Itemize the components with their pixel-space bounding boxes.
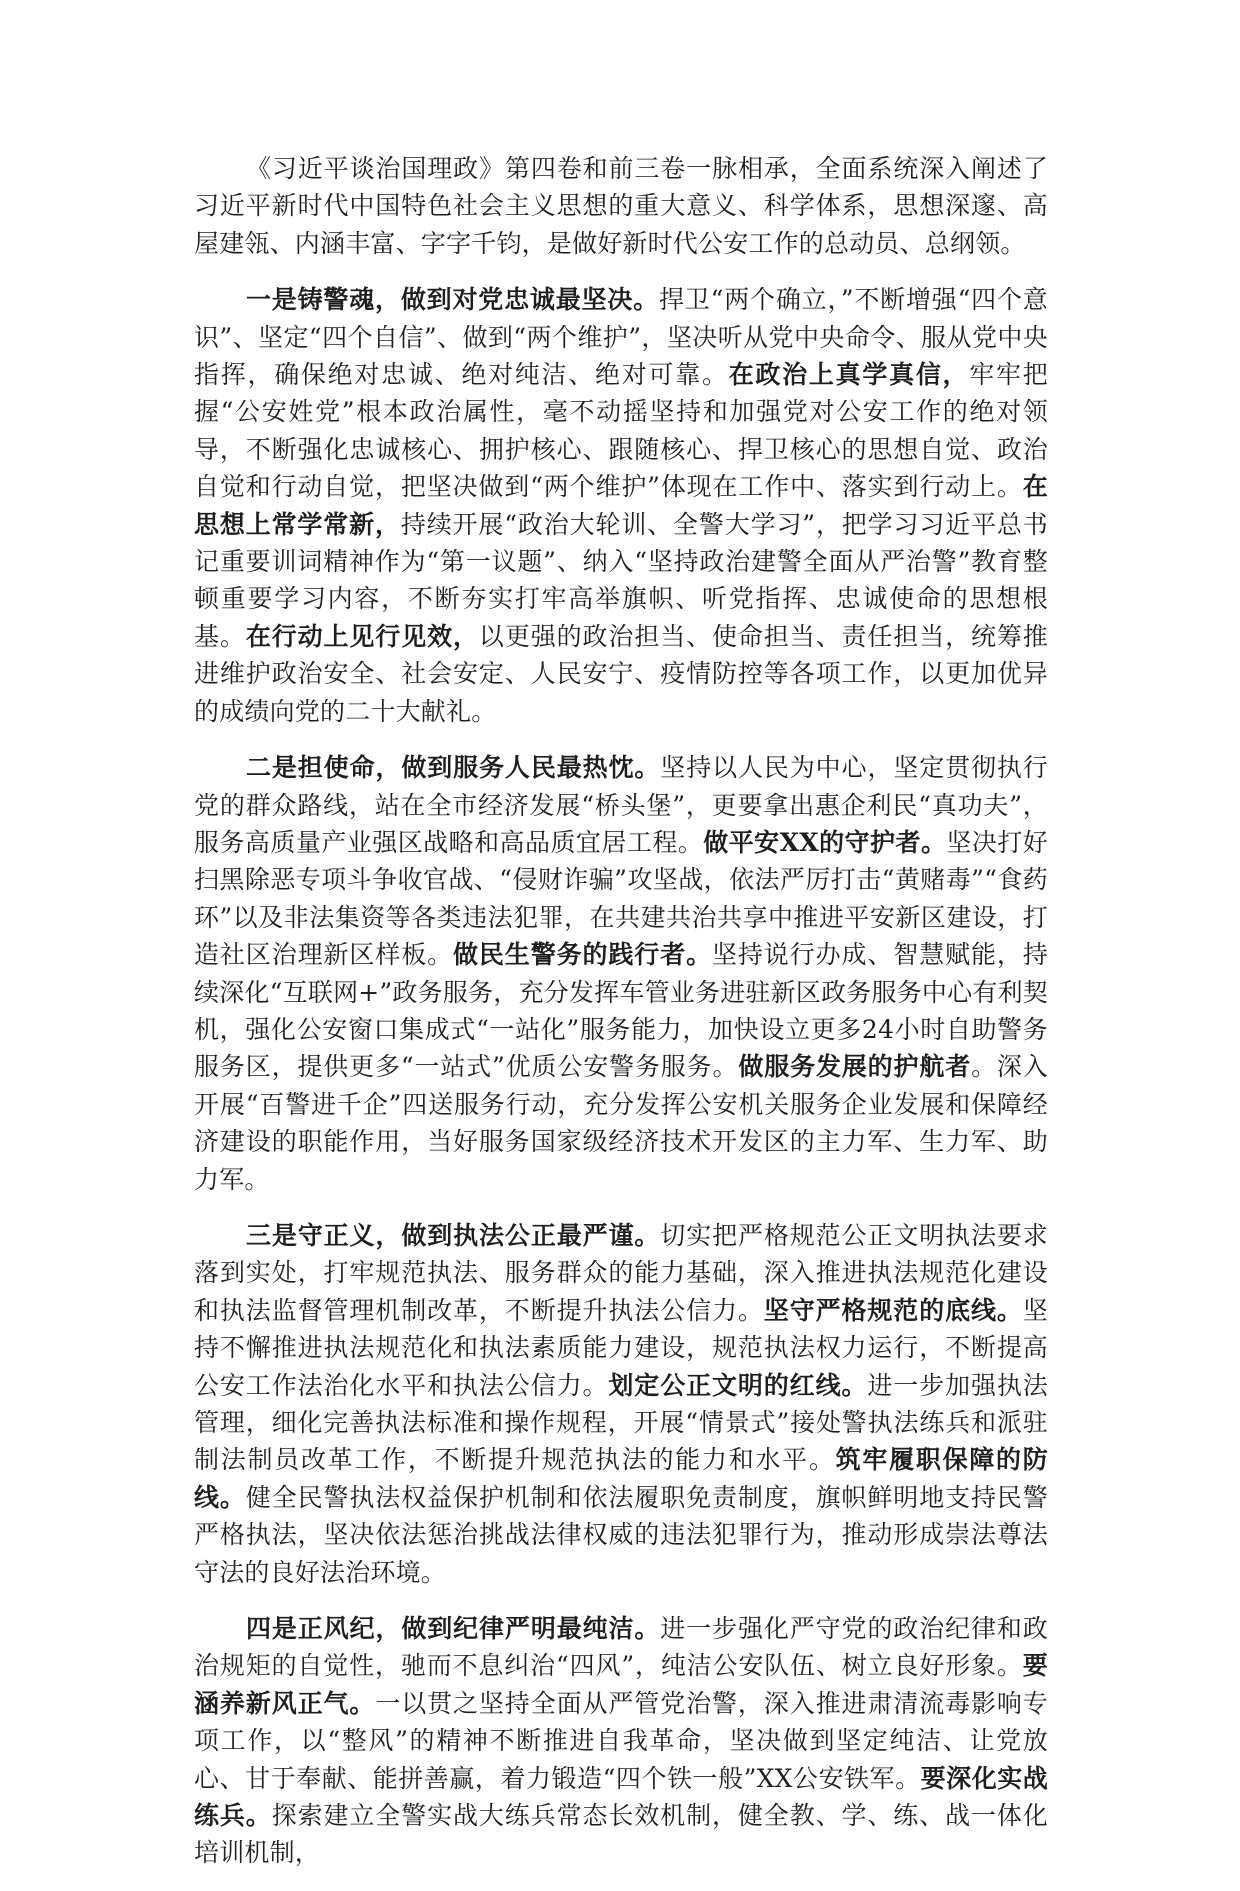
sub-point-heading: 在行动上见行见效， (245, 621, 479, 651)
sub-point-heading: 做民生警务的践行者。 (453, 940, 712, 970)
text-run: 探索建立全警实战大练兵常态长效机制，健全教、学、练、战一体化培训机制， (194, 1801, 1048, 1868)
section-heading: 四是正风纪，做到纪律严明最纯洁。 (246, 1614, 661, 1644)
text-run: 坚持说行办成、智慧赋能，持续深化“互联网+”政务服务，充分发挥车管业务进驻新区政务服务中心有利契机，强化公安窗口集成式“一站化”服务能力，加快设立更多24小时自助警务服务区，提供更多“一站式”优质公安警务服务。 (194, 940, 1048, 1082)
sub-point-heading: 要涵养新风正气。 (194, 1651, 1048, 1718)
text-run: 坚持不懈推进执法规范化和执法素质能力建设，规范执法权力运行，不断提高公安工作法治化水平和执法公信力。 (194, 1295, 1048, 1400)
sub-point-heading: 做服务发展的护航者 (738, 1052, 972, 1082)
text-run: 一以贯之坚持全面从严管党治警，深入推进肃清流毒影响专项工作，以“整风”的精神不断推进自我革命，坚决做到坚定纯洁、让党放心、甘于奉献、能拼善赢，着力锻造“四个铁一般”XX公安铁军。 (194, 1688, 1049, 1793)
paragraph-section-1 (194, 281, 1048, 730)
text-run: 牢牢把握“公安姓党”根本政治属性，毫不动摇坚持和加强党对公安工作的绝对领导，不断强化忠诚核心、拥护核心、跟随核心、捍卫核心的思想自觉、政治自觉和行动自觉，把坚决做到“两个维护”体现在工作中、落实到行动上。 (194, 360, 1048, 502)
paragraph-section-2 (194, 749, 1048, 1198)
sub-point-heading: 做平安XX的守护者。 (703, 827, 947, 857)
sub-point-heading: 坚守严格规范的底线。 (763, 1295, 1023, 1325)
section-heading: 二是担使命，做到服务人民最热忱。 (246, 753, 661, 783)
sub-point-heading: 筑牢履职保障的防线。 (194, 1445, 1048, 1512)
section-heading: 三是守正义，做到执法公正最严谨。 (246, 1220, 661, 1250)
text-run: 。深入开展“百警进千企”四送服务行动，充分发挥公安机关服务企业发展和保障经济建设的职能作用，当好服务国家级经济技术开发区的主力军、生力军、助力军。 (194, 1052, 1048, 1194)
paragraph-section-3 (194, 1217, 1048, 1591)
sub-point-heading: 在政治上真学真信， (728, 360, 970, 390)
text-run: 持续开展“政治大轮训、全警大学习”，把学习习近平总书记重要训词精神作为“第一议题”、纳入“坚持政治建警全面从严治警”教育整顿重要学习内容，不断夯实打牢高举旗帜、听党指挥、忠诚使命的思想根基。 (194, 509, 1048, 651)
text-run: 以更强的政治担当、使命担当、责任担当，统筹推进维护政治安全、社会安定、人民安宁、疫情防控等各项工作，以更加优异的成绩向党的二十大献礼。 (194, 621, 1049, 726)
text-run: 坚决打好扫黑除恶专项斗争收官战、“侵财诈骗”攻坚战，依法严厉打击“黄赌毒”“食药环”以及非法集资等各类违法犯罪，在共建共治共享中推进平安新区建设，打造社区治理新区样板。 (194, 827, 1048, 970)
section-heading: 一是铸警魂，做到对党忠诚最坚决。 (246, 285, 659, 315)
text-run: 捍卫“两个确立，”不断增强“四个意识”、坚定“四个自信”、做到“两个维护”，坚决听从党中央命令、服从党中央指挥，确保绝对忠诚、绝对纯洁、绝对可靠。 (194, 285, 1049, 390)
text-run: 进一步加强执法管理，细化完善执法标准和操作规程，开展“情景式”接处警执法练兵和派驻制法制员改革工作，不断提升规范执法的能力和水平。 (194, 1370, 1048, 1475)
paragraph-section-4 (194, 1610, 1048, 1872)
text-run: 《习近平谈治国理政》第四卷和前三卷一脉相承，全面系统深入阐述了习近平新时代中国特色社会主义思想的重大意义、科学体系，思想深邃、高屋建瓴、内涵丰富、字字千钧，是做好新时代公安工作的总动员、总纲领。 (194, 154, 1048, 258)
text-run: 切实把严格规范公正文明执法要求落到实处，打牢规范执法、服务群众的能力基础，深入推进执法规范化建设和执法监督管理机制改革，不断提升执法公信力。 (194, 1220, 1048, 1325)
text-run: 坚持以人民为中心，坚定贯彻执行党的群众路线，站在全市经济发展“桥头堡”，更要拿出惠企利民“真功夫”，服务高质量产业强区战略和高品质宜居工程。 (194, 753, 1048, 857)
sub-point-heading: 在思想上常学常新， (194, 472, 1048, 539)
text-run: 进一步强化严守党的政治纪律和政治规矩的自觉性，驰而不息纠治“四风”，纯洁公安队伍、树立良好形象。 (194, 1614, 1048, 1681)
sub-point-heading: 要深化实战练兵。 (194, 1763, 1048, 1831)
document-page (194, 150, 1048, 1891)
paragraph-intro (194, 150, 1048, 262)
sub-point-heading: 划定公正文明的红线。 (608, 1370, 868, 1400)
text-run: 健全民警执法权益保护机制和依法履职免责制度，旗帜鲜明地支持民警严格执法，坚决依法惩治挑战法律权威的违法犯罪行为，推动形成崇法尊法守法的良好法治环境。 (194, 1482, 1049, 1587)
